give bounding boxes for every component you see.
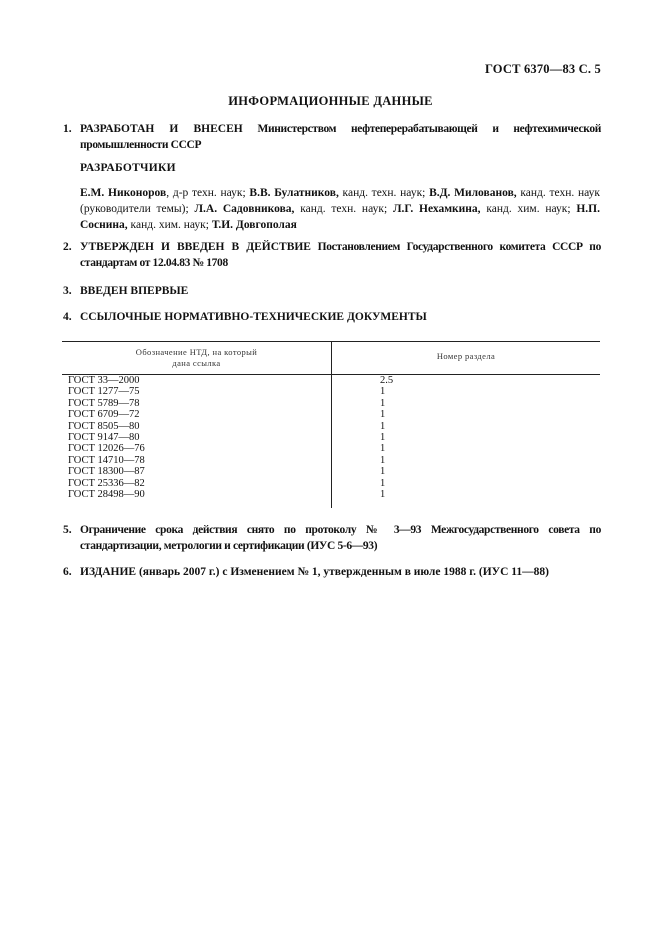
table-cell-section: 2.5 [380, 375, 394, 386]
developer-name: В.В. Булатников, [249, 187, 339, 199]
section-1-text: Министерством нефтеперерабатывающей и нефтехимической промышленности СССР [80, 123, 601, 151]
table-row [62, 443, 600, 454]
table-cell-section: 1 [380, 477, 386, 489]
developer-name: Т.И. Довгополая [211, 219, 297, 231]
section-4-number: 4. [63, 311, 72, 323]
developer-degree: , д-р техн. наук; [166, 187, 250, 199]
table-cell-document: ГОСТ 6709—72 [68, 409, 140, 421]
section-6-text: ИЗДАНИЕ (январь 2007 г.) с Изменением № 1, утвержденным в июле 1988 г. (ИУС 11—88) [80, 566, 549, 578]
table-cell-document: ГОСТ 1277—75 [68, 386, 140, 398]
developer-name: Л.А. Садовникова, [194, 203, 295, 215]
table-row [62, 421, 600, 432]
section-1 [63, 121, 601, 153]
table-cell-section: 1 [380, 488, 386, 500]
section-6 [63, 564, 601, 580]
section-1-body [80, 121, 601, 153]
table-row [62, 409, 600, 420]
developers-list [80, 185, 600, 233]
page-header-doc-ref: ГОСТ 6370—83 С. 5 [484, 62, 601, 76]
table-header-document-line2: дана ссылка [172, 358, 221, 368]
section-6-number: 6. [63, 566, 72, 578]
section-4 [63, 309, 601, 325]
table-header-document [62, 347, 331, 369]
table-cell-document: ГОСТ 5789—78 [68, 397, 140, 409]
table-cell-section: 1 [380, 420, 386, 432]
developer-degree: канд. техн. наук (руководители темы); [80, 187, 600, 215]
table-cell-document: ГОСТ 28498—90 [68, 488, 145, 500]
page-title: ИНФОРМАЦИОННЫЕ ДАННЫЕ [228, 94, 433, 108]
table-row [62, 375, 600, 386]
section-1-lead: РАЗРАБОТАН И ВНЕСЕН [80, 123, 243, 135]
table-cell-section: 1 [380, 443, 386, 455]
developer-degree: канд. техн. наук; [294, 203, 393, 215]
table-cell-section: 1 [380, 466, 386, 478]
section-3 [63, 283, 601, 299]
developer-name: В.Д. Милованов, [429, 187, 517, 199]
table-row [62, 466, 600, 477]
table-cell-document: ГОСТ 9147—80 [68, 431, 140, 443]
section-5 [63, 522, 601, 554]
developer-degree: канд. техн. наук; [338, 187, 430, 199]
developers-heading: РАЗРАБОТЧИКИ [80, 162, 176, 174]
table-cell-section: 1 [380, 409, 386, 421]
table-cell-section: 1 [380, 386, 386, 398]
section-1-number: 1. [63, 123, 72, 135]
section-5-number: 5. [63, 524, 72, 536]
developer-name: Л.Г. Нехамкина, [392, 203, 481, 215]
section-4-text: ССЫЛОЧНЫЕ НОРМАТИВНО-ТЕХНИЧЕСКИЕ ДОКУМЕНТЫ [80, 311, 427, 323]
section-2-body [80, 239, 601, 271]
table-row [62, 455, 600, 466]
table-row [62, 386, 600, 397]
developer-name: Е.М. Никоноров [80, 187, 167, 199]
table-cell-document: ГОСТ 33—2000 [68, 375, 140, 386]
section-2-number: 2. [63, 241, 72, 253]
section-2 [63, 239, 601, 271]
table-body [62, 375, 600, 500]
developer-degree: канд. хим. наук; [480, 203, 577, 215]
table-cell-document: ГОСТ 25336—82 [68, 477, 145, 489]
table-cell-section: 1 [380, 454, 386, 466]
section-3-number: 3. [63, 285, 72, 297]
table-row [62, 489, 600, 500]
section-3-text: ВВЕДЕН ВПЕРВЫЕ [80, 285, 189, 297]
table-row [62, 478, 600, 489]
section-2-text: Постановлением Государственного комитета СССР по стандартам от 12.04.83 № 1708 [80, 241, 601, 269]
developer-degree: канд. хим. наук; [127, 219, 212, 231]
section-5-text: Ограничение срока действия снято по протоколу № 3—93 Межгосударственного совета по стандартизации, метрологии и сертификации (ИУС 5-6—93) [80, 524, 601, 552]
table-cell-section: 1 [380, 397, 386, 409]
table-header-document-line1: Обозначение НТД, на который [135, 347, 258, 357]
table-cell-section: 1 [380, 431, 386, 443]
table-cell-document: ГОСТ 8505—80 [68, 420, 140, 432]
table-cell-document: ГОСТ 12026—76 [68, 443, 145, 455]
table-cell-document: ГОСТ 14710—78 [68, 454, 145, 466]
table-row [62, 432, 600, 443]
developer-name: Н.П. Соснина, [80, 203, 600, 231]
table-header-section: Номер раздела [436, 351, 496, 361]
section-2-lead: УТВЕРЖДЕН И ВВЕДЕН В ДЕЙСТВИЕ [80, 241, 311, 253]
table-row [62, 398, 600, 409]
table-cell-document: ГОСТ 18300—87 [68, 466, 145, 478]
